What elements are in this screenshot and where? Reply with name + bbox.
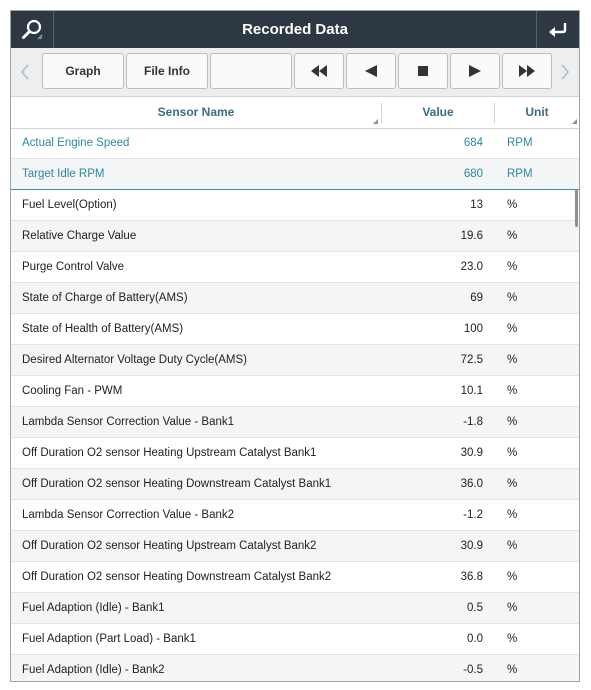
sensor-name: Purge Control Valve — [22, 261, 125, 273]
sensor-name: Off Duration O2 sensor Heating Upstream Catalyst Bank2 — [22, 540, 317, 552]
table-row[interactable] — [11, 438, 579, 469]
sensor-value: 0.5 — [467, 602, 483, 614]
scrollbar-thumb[interactable] — [575, 189, 578, 227]
sensor-unit: % — [507, 354, 518, 366]
table-row[interactable] — [11, 624, 579, 655]
column-header-unit[interactable]: Unit — [525, 105, 549, 119]
sensor-value: 23.0 — [460, 261, 483, 273]
table-row[interactable] — [11, 221, 579, 252]
rewind-icon — [310, 65, 328, 77]
sensor-unit: % — [507, 323, 518, 335]
sensor-name: Fuel Adaption (Idle) - Bank2 — [22, 664, 165, 676]
sensor-name: Desired Alternator Voltage Duty Cycle(AMS) — [22, 354, 247, 366]
sensor-name: Relative Charge Value — [22, 230, 137, 242]
sensor-unit: % — [507, 602, 518, 614]
sensor-value: 19.6 — [460, 230, 483, 242]
sensor-value: -1.2 — [463, 509, 483, 521]
sensor-unit: % — [507, 261, 518, 273]
sensor-unit: % — [507, 447, 518, 459]
fast-forward-button[interactable] — [502, 53, 552, 89]
sensor-value: 0.0 — [467, 633, 483, 645]
sensor-table-body — [11, 128, 579, 682]
sensor-value: 13 — [470, 199, 483, 211]
column-header-sensor-name[interactable]: Sensor Name — [157, 105, 235, 119]
blank-button[interactable] — [210, 53, 292, 89]
sensor-value: 72.5 — [460, 354, 483, 366]
sensor-name: Fuel Adaption (Part Load) - Bank1 — [22, 633, 196, 645]
sensor-value: -0.5 — [463, 664, 483, 676]
table-row[interactable] — [11, 407, 579, 438]
rewind-button[interactable] — [294, 53, 344, 89]
step-back-button[interactable] — [346, 53, 396, 89]
sensor-name: Off Duration O2 sensor Heating Downstream Catalyst Bank1 — [22, 478, 332, 490]
sensor-unit: % — [507, 385, 518, 397]
sensor-unit: RPM — [507, 168, 533, 180]
table-row[interactable] — [11, 159, 579, 190]
sensor-name: Fuel Adaption (Idle) - Bank1 — [22, 602, 165, 614]
sensor-unit: % — [507, 478, 518, 490]
sensor-name: Fuel Level(Option) — [22, 199, 117, 211]
sensor-unit: % — [507, 509, 518, 521]
table-header — [11, 97, 579, 129]
table-row[interactable] — [11, 655, 579, 682]
sensor-name: Actual Engine Speed — [22, 137, 130, 149]
page-title: Recorded Data — [242, 21, 348, 38]
sensor-name: Lambda Sensor Correction Value - Bank2 — [22, 509, 235, 521]
sensor-unit: % — [507, 230, 518, 242]
sensor-value: 69 — [470, 292, 483, 304]
play-icon — [468, 65, 482, 77]
sensor-value: -1.8 — [463, 416, 483, 428]
sensor-name: Off Duration O2 sensor Heating Upstream Catalyst Bank1 — [22, 447, 317, 459]
stop-button[interactable] — [398, 53, 448, 89]
stop-icon — [417, 65, 429, 77]
file-info-button[interactable]: File Info — [126, 53, 208, 89]
column-header-value[interactable]: Value — [422, 105, 454, 119]
prev-page-button[interactable] — [17, 60, 33, 84]
resize-grip-icon — [373, 119, 378, 124]
sensor-value: 36.8 — [460, 571, 483, 583]
play-button[interactable] — [450, 53, 500, 89]
graph-button[interactable]: Graph — [42, 53, 124, 89]
step-back-icon — [364, 65, 378, 77]
sensor-name: Cooling Fan - PWM — [22, 385, 123, 397]
sensor-unit: % — [507, 540, 518, 552]
table-row[interactable] — [11, 500, 579, 531]
sensor-value: 680 — [463, 168, 483, 180]
sensor-name: State of Charge of Battery(AMS) — [22, 292, 188, 304]
return-icon — [548, 21, 568, 39]
toolbar — [11, 48, 579, 97]
chevron-right-icon — [560, 63, 570, 81]
sensor-unit: % — [507, 571, 518, 583]
sensor-name: Off Duration O2 sensor Heating Downstream Catalyst Bank2 — [22, 571, 332, 583]
sensor-value: 30.9 — [460, 540, 483, 552]
table-row[interactable] — [11, 190, 579, 221]
recorded-data-window — [10, 10, 580, 682]
back-button[interactable] — [536, 11, 579, 48]
chevron-left-icon — [20, 63, 30, 81]
resize-grip-icon — [572, 119, 577, 124]
title-bar — [11, 11, 579, 48]
table-row[interactable] — [11, 314, 579, 345]
table-row[interactable] — [11, 469, 579, 500]
sensor-value: 10.1 — [460, 385, 483, 397]
table-row[interactable] — [11, 128, 579, 159]
next-page-button[interactable] — [557, 60, 573, 84]
sensor-unit: % — [507, 633, 518, 645]
table-row[interactable] — [11, 593, 579, 624]
sensor-unit: % — [507, 199, 518, 211]
table-row[interactable] — [11, 345, 579, 376]
sensor-value: 100 — [463, 323, 483, 335]
table-row[interactable] — [11, 531, 579, 562]
sensor-value: 684 — [463, 137, 483, 149]
sensor-unit: % — [507, 292, 518, 304]
sensor-name: State of Health of Battery(AMS) — [22, 323, 184, 335]
table-row[interactable] — [11, 252, 579, 283]
sensor-unit: % — [507, 416, 518, 428]
sensor-value: 30.9 — [460, 447, 483, 459]
table-row[interactable] — [11, 283, 579, 314]
sensor-value: 36.0 — [460, 478, 483, 490]
sensor-name: Lambda Sensor Correction Value - Bank1 — [22, 416, 235, 428]
sensor-name: Target Idle RPM — [22, 168, 105, 180]
sensor-unit: RPM — [507, 137, 533, 149]
table-row[interactable] — [11, 376, 579, 407]
table-row[interactable] — [11, 562, 579, 593]
fast-forward-icon — [518, 65, 536, 77]
sensor-unit: % — [507, 664, 518, 676]
